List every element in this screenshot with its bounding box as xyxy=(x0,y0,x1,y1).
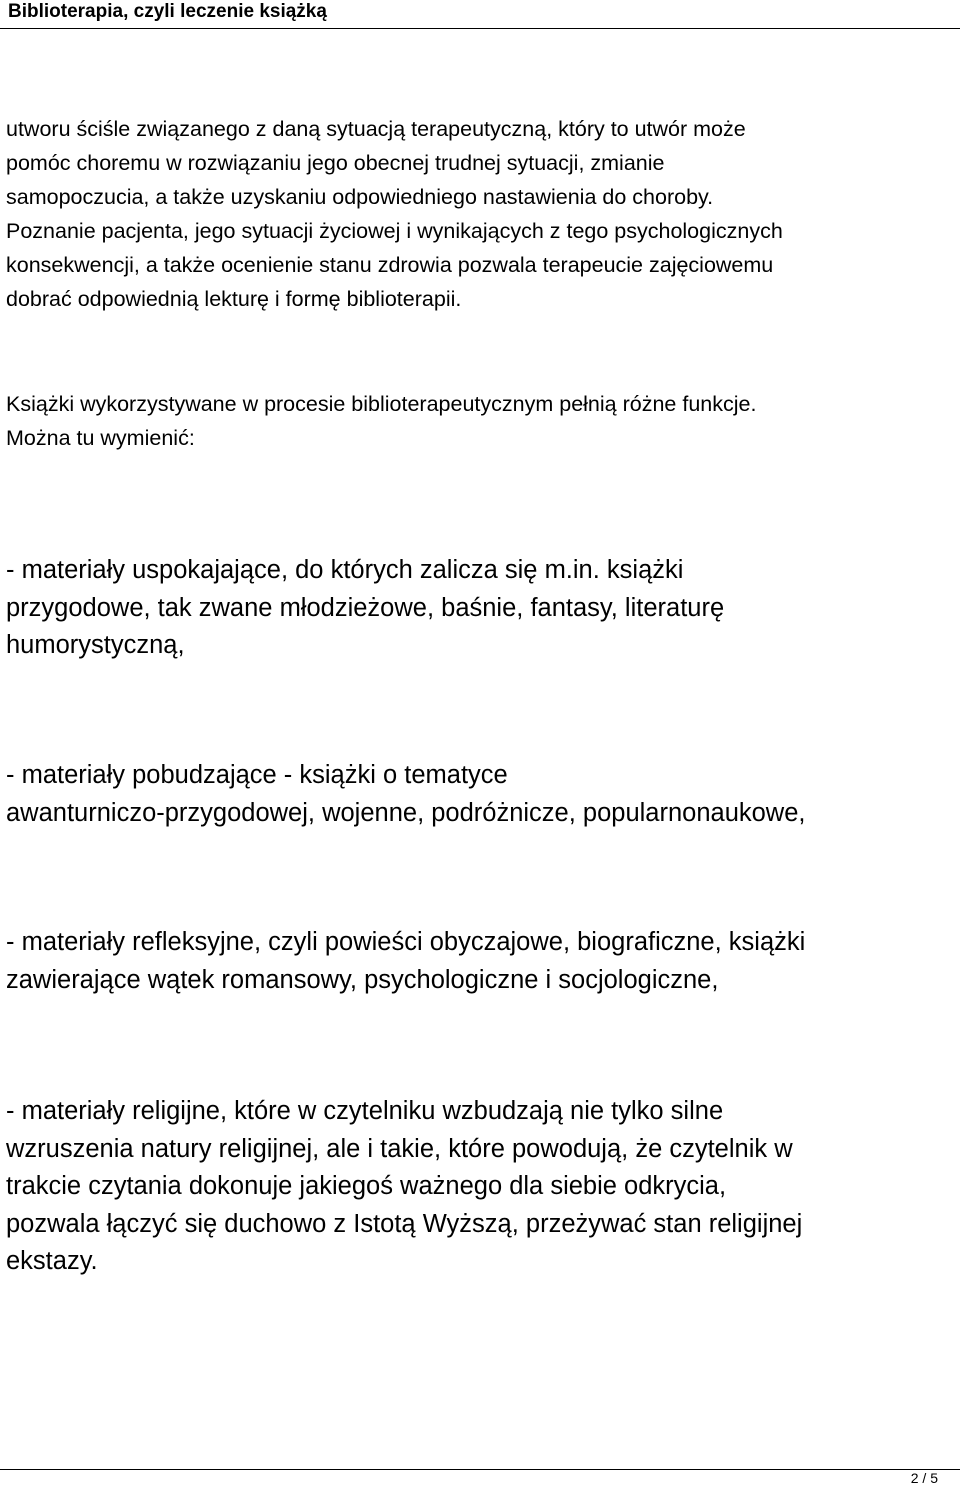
stimulating-materials-item xyxy=(6,757,956,832)
paragraph-line: - materiały pobudzające - książki o tematyce xyxy=(6,761,508,789)
reflective-materials-item xyxy=(6,924,956,999)
paragraph-line: pomóc choremu w rozwiązaniu jego obecnej trudnej sytuacji, zmianie xyxy=(6,151,665,175)
paragraph-line: przygodowe, tak zwane młodzieżowe, baśnie, fantasy, literaturę xyxy=(6,593,725,622)
religious-materials-item xyxy=(6,1093,956,1281)
page-number: 2 / 5 xyxy=(910,1470,938,1486)
paragraph-line: dobrać odpowiednią lekturę i formę biblioterapii. xyxy=(6,287,462,311)
paragraph-line: pozwala łączyć się duchowo z Istotą Wyższą, przeżywać stan religijnej xyxy=(6,1209,803,1238)
paragraph-line: trakcie czytania dokonuje jakiegoś ważnego dla siebie odkrycia, xyxy=(6,1172,727,1200)
footer-divider xyxy=(0,1469,960,1470)
paragraph-line: konsekwencji, a także ocenienie stanu zdrowia pozwala terapeucie zajęciowemu xyxy=(6,253,774,277)
paragraph-line: Można tu wymienić: xyxy=(6,426,195,450)
paragraph-line: samopoczucia, a także uzyskaniu odpowiedniego nastawienia do choroby. xyxy=(6,185,714,209)
header-divider xyxy=(0,28,960,29)
paragraph-line: wzruszenia natury religijnej, ale i takie, które powodują, że czytelnik w xyxy=(6,1134,793,1163)
paragraph-line: zawierające wątek romansowy, psychologiczne i socjologiczne, xyxy=(6,965,719,994)
paragraph-line: utworu ściśle związanego z daną sytuacją terapeutyczną, który to utwór może xyxy=(6,117,746,141)
paragraph-line: - materiały religijne, które w czytelniku wzbudzają nie tylko silne xyxy=(6,1097,724,1125)
paragraph-line: awanturniczo-przygodowej, wojenne, podróżnicze, popularnonaukowe, xyxy=(6,798,806,827)
paragraph-line: - materiały refleksyjne, czyli powieści obyczajowe, biograficzne, książki xyxy=(6,928,806,956)
paragraph-line: Książki wykorzystywane w procesie biblioterapeutycznym pełnią różne funkcje. xyxy=(6,392,757,416)
functions-intro-paragraph xyxy=(6,387,956,455)
calming-materials-item xyxy=(6,552,956,665)
paragraph-line: Poznanie pacjenta, jego sytuacji życiowej i wynikających z tego psychologicznych xyxy=(6,219,783,243)
paragraph-line: - materiały uspokajające, do których zalicza się m.in. książki xyxy=(6,556,684,584)
paragraph-line: humorystyczną, xyxy=(6,631,185,659)
intro-paragraph xyxy=(6,112,956,316)
document-title: Biblioterapia, czyli leczenie książką xyxy=(8,1,327,22)
paragraph-line: ekstazy. xyxy=(6,1247,98,1275)
